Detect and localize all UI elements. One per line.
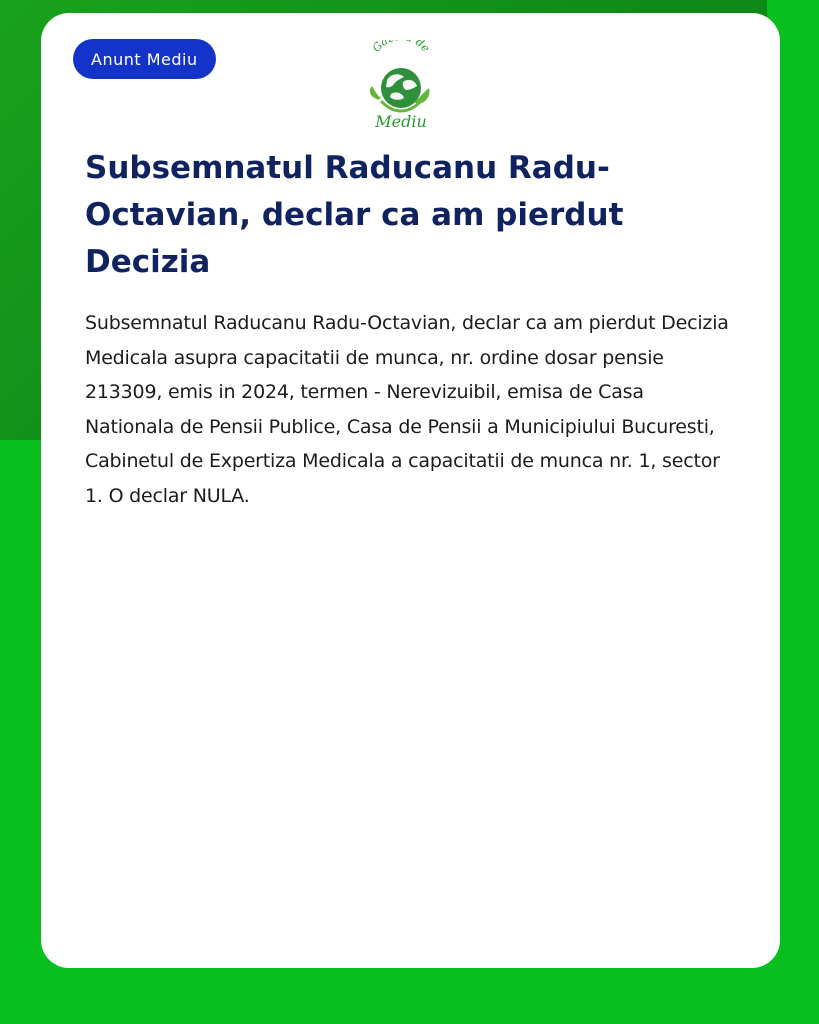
announcement-card [41,13,780,968]
article-body: Subsemnatul Raducanu Radu-Octavian, declar ca am pierdut Decizia Medicala asupra capacitatii de munca, nr. ordine dosar pensie 213309, emis in 2024, termen - Nerevizuibil, emisa de Casa Nationala de Pensii Publice, Casa de Pensii a Municipiului Bucuresti, Cabinetul de Expertiza Medicala a capacitatii de munca nr. 1, sector 1. O declar NULA. [85,312,729,507]
logo-top-text: Ga de [369,40,433,55]
category-badge[interactable] [73,39,216,79]
category-badge-label: Anunt Mediu [91,49,198,69]
logo-bottom-text: Mediu [375,112,427,131]
article-title: Subsemnatul Raducanu Radu-Octavian, declar ca am pierdut Decizia [85,150,624,280]
gazeta-de-mediu-logo [357,40,445,134]
